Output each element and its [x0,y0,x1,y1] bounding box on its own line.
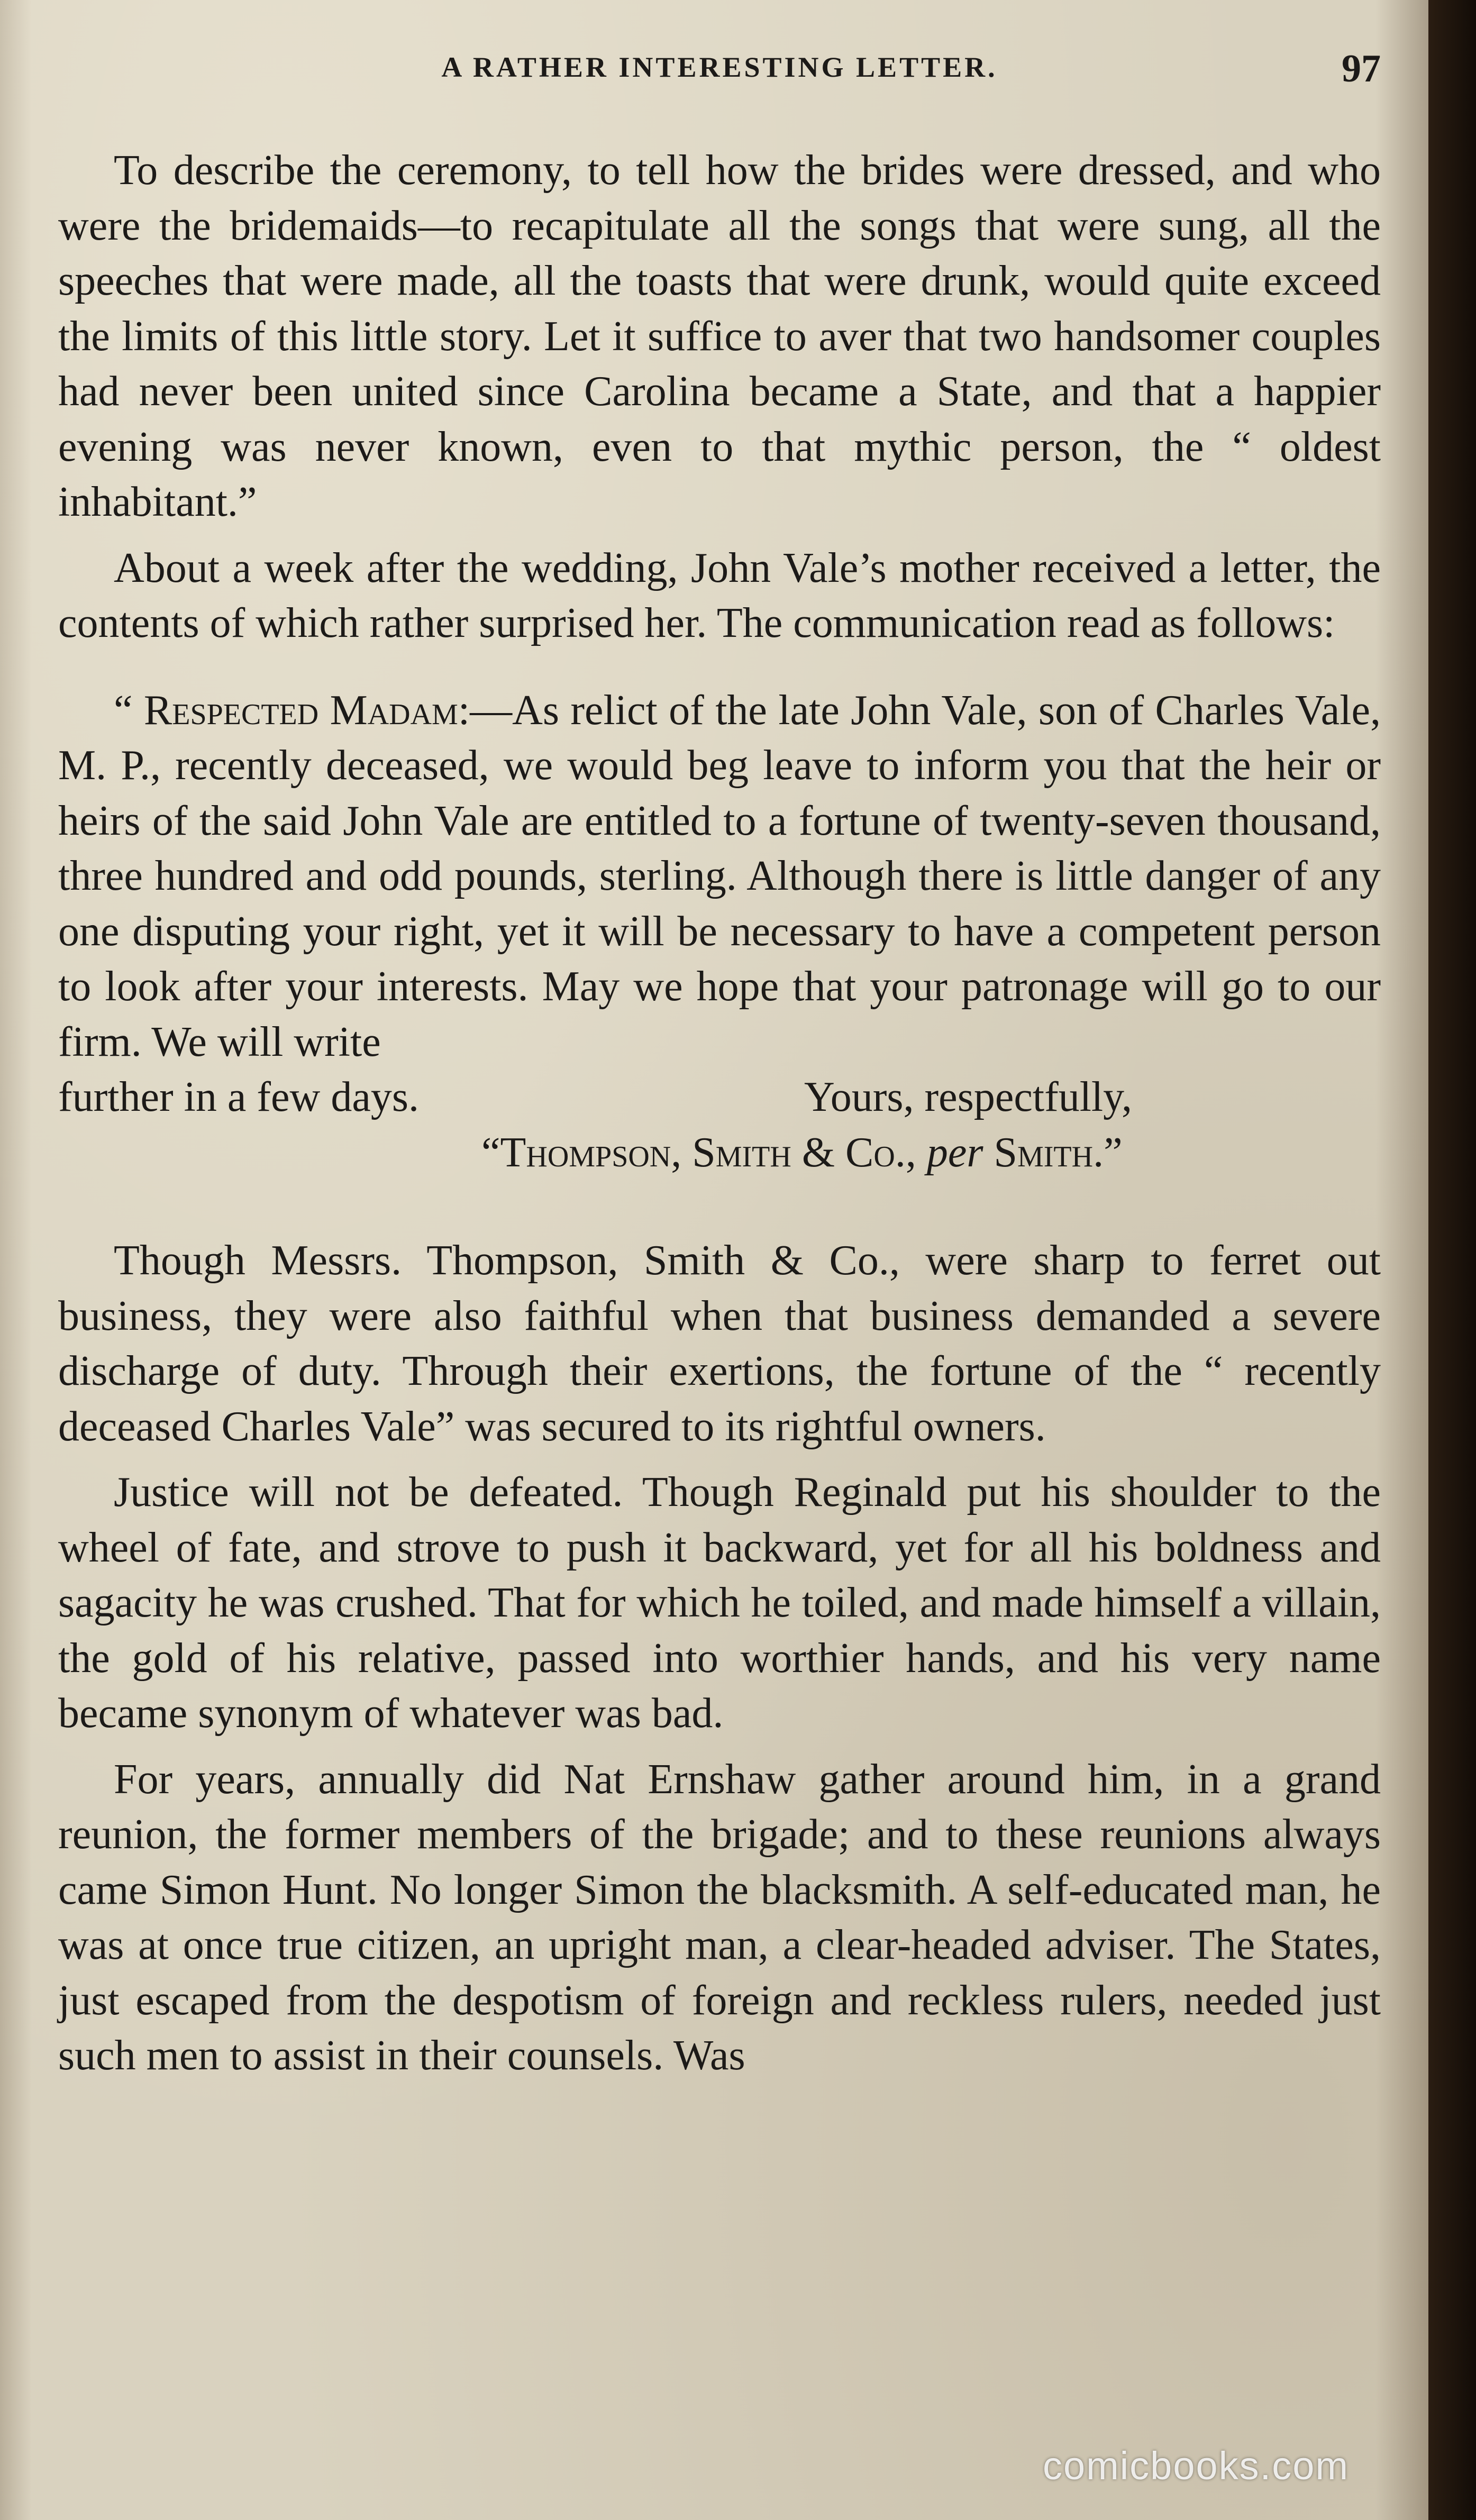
letter-open-quote: “ [114,687,144,734]
signature-firm: Thompson, Smith & Co., [500,1129,916,1176]
paragraph-letter-received: About a week after the wedding, John Vale’s mother received a letter, the contents of which rather surprised her. The communication read as follows: [58,544,1381,646]
page-edge-shadow [1428,0,1476,2520]
letter-text: :—As relict of the late John Vale, son of Charles Vale, M. P., recently deceased, we would beg leave to inform you that the heir or heirs of the said John Vale are entitled to a fortune of twenty-seven thousand, three hundred and odd pounds, sterling. Although there is little danger of any one disputing your right, yet it will be necessary to have a competent person to look after your interests. May we hope that your patronage will go to our firm. We will write [58,687,1381,1065]
paragraph-ceremony: To describe the ceremony, to tell how the brides were dressed, and who were the bridemaids—to recapitulate all the songs that were sung, all the speeches that were made, all the toasts that were drunk, would quite exceed the limits of this little story. Let it suffice to aver that two handsomer couples had never been united since Carolina became a State, and that a happier evening was never known, even to that mythic person, the “ oldest inhabitant.” [58,147,1381,525]
paragraph-justice: Justice will not be defeated. Though Reginald put his shoulder to the wheel of fate, and strove to push it backward, yet for all his boldness and sagacity he was crushed. That for which he toiled, and made himself a villain, the gold of his relative, passed into worthier hands, and his very name became synonym of whatever was bad. [58,1469,1381,1737]
page-number: 97 [1342,47,1381,90]
signature-open-quote: “ [481,1129,500,1176]
letter-signature [58,1125,1381,1181]
running-title: A RATHER INTERESTING LETTER. [441,51,998,83]
letter-salutation: Respected Madam [143,687,458,734]
signature-name: Smith. [994,1129,1104,1176]
quoted-letter [58,683,1381,1181]
paragraph-reunions: For years, annually did Nat Ernshaw gather around him, in a grand reunion, the former members of the brigade; and to these reunions always came Simon Hunt. No longer Simon the blacksmith. A self-educated man, he was at once true citizen, an upright man, a clear-headed adviser. The States, just escaped from the despotism of foreign and reckless rulers, needed just such men to assist in their counsels. Was [58,1756,1381,2079]
letter-body [58,683,1381,1070]
paragraph-thompson-smith: Though Messrs. Thompson, Smith & Co., were sharp to ferret out business, they were also faithful when that business demanded a severe discharge of duty. Through their exertions, the fortune of the “ recently deceased Charles Vale” was secured to its rightful owners. [58,1237,1381,1450]
letter-complimentary-close: Yours, respectfully, [804,1074,1132,1120]
body-text [58,143,1381,2084]
watermark-logo: comicbooks.com [1042,2444,1349,2488]
letter-closing [58,1070,1381,1125]
letter-closing-left: further in a few days. [58,1074,419,1120]
signature-close-quote: ” [1104,1129,1123,1176]
signature-per: per [926,1129,983,1176]
running-header [58,47,1381,89]
